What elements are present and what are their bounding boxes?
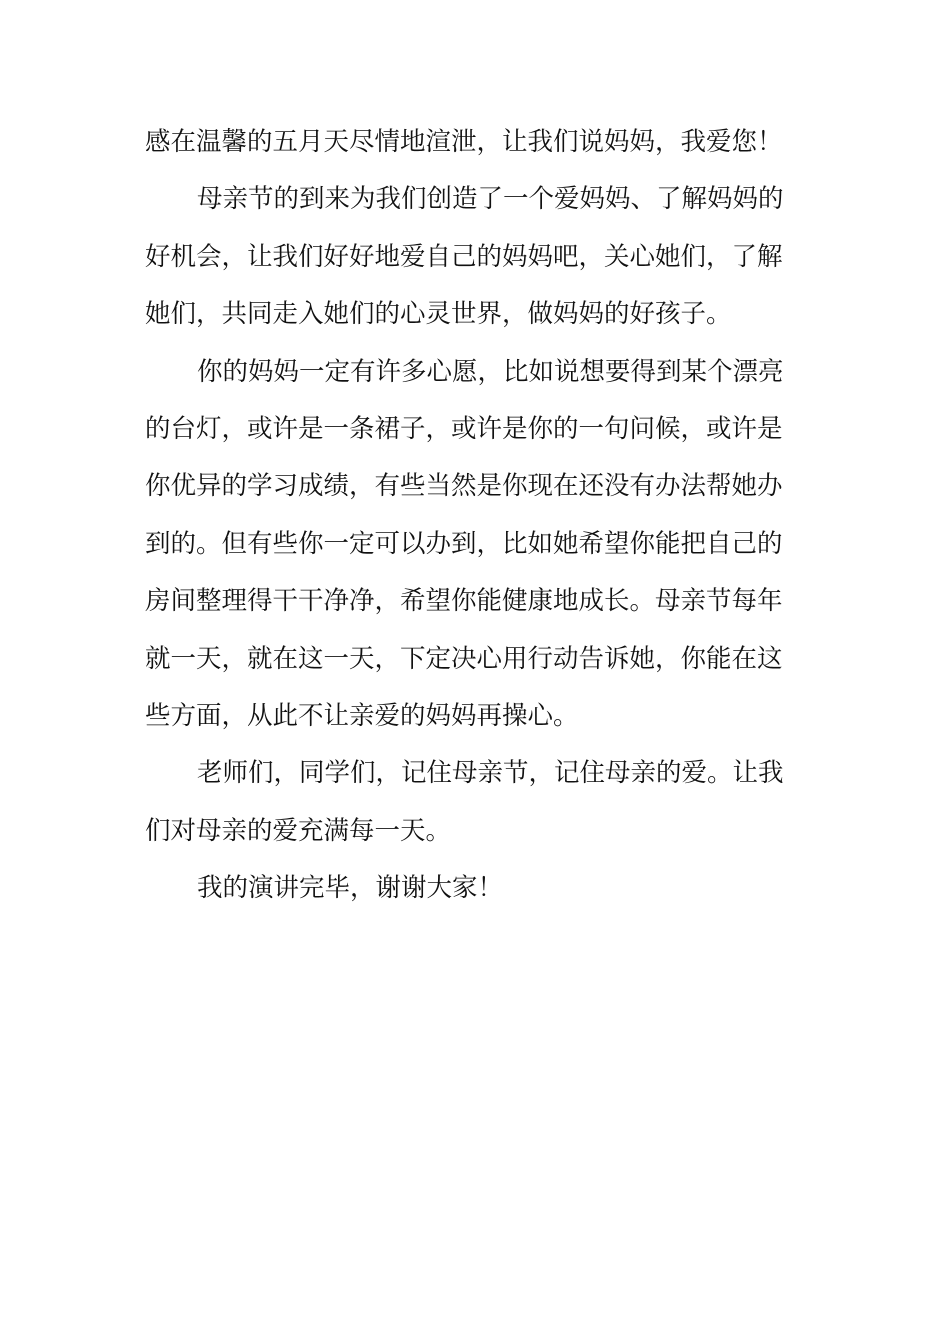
text-line: 老师们，同学们，记住母亲节，记住母亲的爱。让我 [197,758,784,788]
text-line: 我的演讲完毕，谢谢大家！ [197,873,504,903]
text-line: 们对母亲的爱充满每一天。 [145,816,452,846]
text-line: 些方面，从此不让亲爱的妈妈再操心。 [145,701,579,731]
text-line: 你的妈妈一定有许多心愿，比如说想要得到某个漂亮 [197,357,784,387]
text-line: 她们，共同走入她们的心灵世界，做妈妈的好孩子。 [145,299,732,329]
text-line: 就一天，就在这一天，下定决心用行动告诉她，你能在这 [145,644,783,674]
text-line: 好机会，让我们好好地爱自己的妈妈吧，关心她们，了解 [145,242,783,272]
text-line: 感在温馨的五月天尽情地渲泄，让我们说妈妈，我爱您！ [145,127,783,157]
text-line: 你优异的学习成绩，有些当然是你现在还没有办法帮她办 [145,471,783,501]
text-line: 到的。但有些你一定可以办到，比如她希望你能把自己的 [145,529,783,559]
text-line: 母亲节的到来为我们创造了一个爱妈妈、了解妈妈的 [197,184,784,214]
text-line: 房间整理得干干净净，希望你能健康地成长。母亲节每年 [145,586,783,616]
text-line: 的台灯，或许是一条裙子，或许是你的一句问候，或许是 [145,414,783,444]
